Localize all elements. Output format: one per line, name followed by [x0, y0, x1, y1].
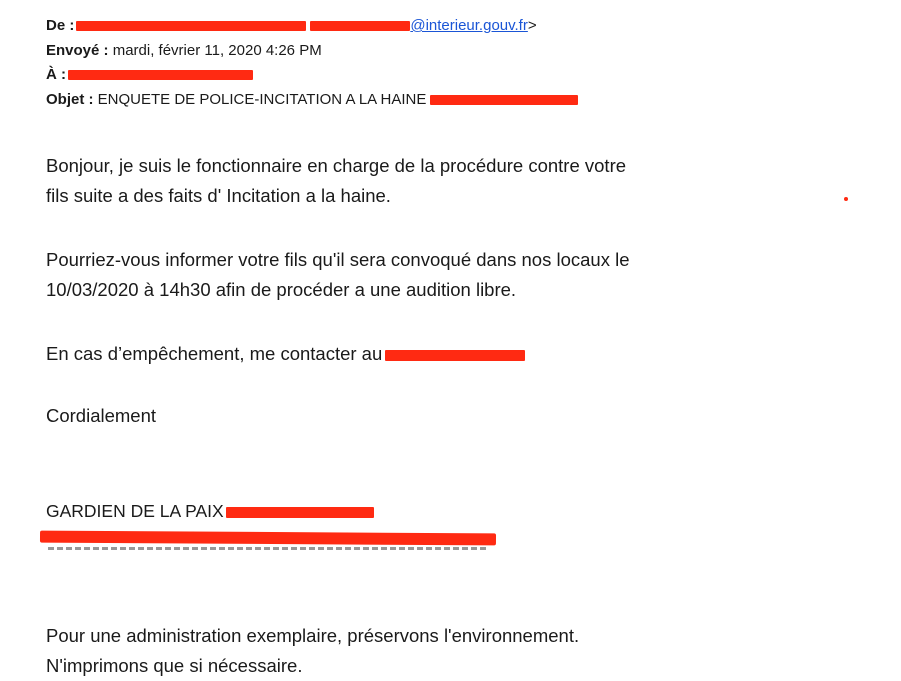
redaction-bar	[430, 95, 578, 105]
paragraph-contact	[46, 339, 525, 369]
footer-note	[46, 621, 579, 681]
email-header	[46, 14, 578, 112]
to-label: À :	[46, 66, 66, 83]
paragraph-intro	[46, 151, 626, 211]
redaction-bar	[385, 350, 525, 361]
subject-value: ENQUETE DE POLICE-INCITATION A LA HAINE	[97, 90, 427, 108]
footer-line: N'imprimons que si nécessaire.	[46, 655, 303, 676]
body-line: Bonjour, je suis le fonctionnaire en charge de la procédure contre votre	[46, 155, 627, 176]
body-line: Pourriez-vous informer votre fils qu'il sera convoqué dans nos locaux le	[46, 249, 630, 270]
redaction-dot	[844, 197, 848, 201]
redaction-bar	[310, 21, 410, 31]
sent-label: Envoyé :	[46, 41, 109, 59]
body-line: 10/03/2020 à 14h30 afin de procéder a une audition libre.	[46, 279, 517, 300]
to-line	[46, 63, 578, 88]
sender-email-close: >	[527, 17, 537, 34]
contact-text: En cas d’empêchement, me contacter au	[46, 343, 383, 364]
paragraph-summons	[46, 245, 629, 305]
subject-label: Objet :	[46, 90, 94, 108]
closing: Cordialement	[46, 405, 157, 426]
footer-line: Pour une administration exemplaire, préservons l'environnement.	[46, 625, 580, 646]
redaction-bar	[76, 21, 306, 31]
sender-email-link[interactable]	[310, 17, 528, 34]
redaction-bar	[68, 70, 253, 80]
signature-title: GARDIEN DE LA PAIX	[46, 501, 224, 521]
from-line	[46, 14, 578, 39]
redaction-bar	[226, 507, 374, 518]
signature-line	[46, 496, 374, 526]
sender-email-domain: @interieur.gouv.fr	[410, 17, 528, 34]
sent-line	[46, 39, 578, 64]
body-line: fils suite a des faits d' Incitation a la haine.	[46, 185, 391, 206]
subject-line	[46, 88, 578, 113]
from-label: De :	[46, 17, 75, 34]
sent-value: mardi, février 11, 2020 4:26 PM	[112, 41, 322, 59]
